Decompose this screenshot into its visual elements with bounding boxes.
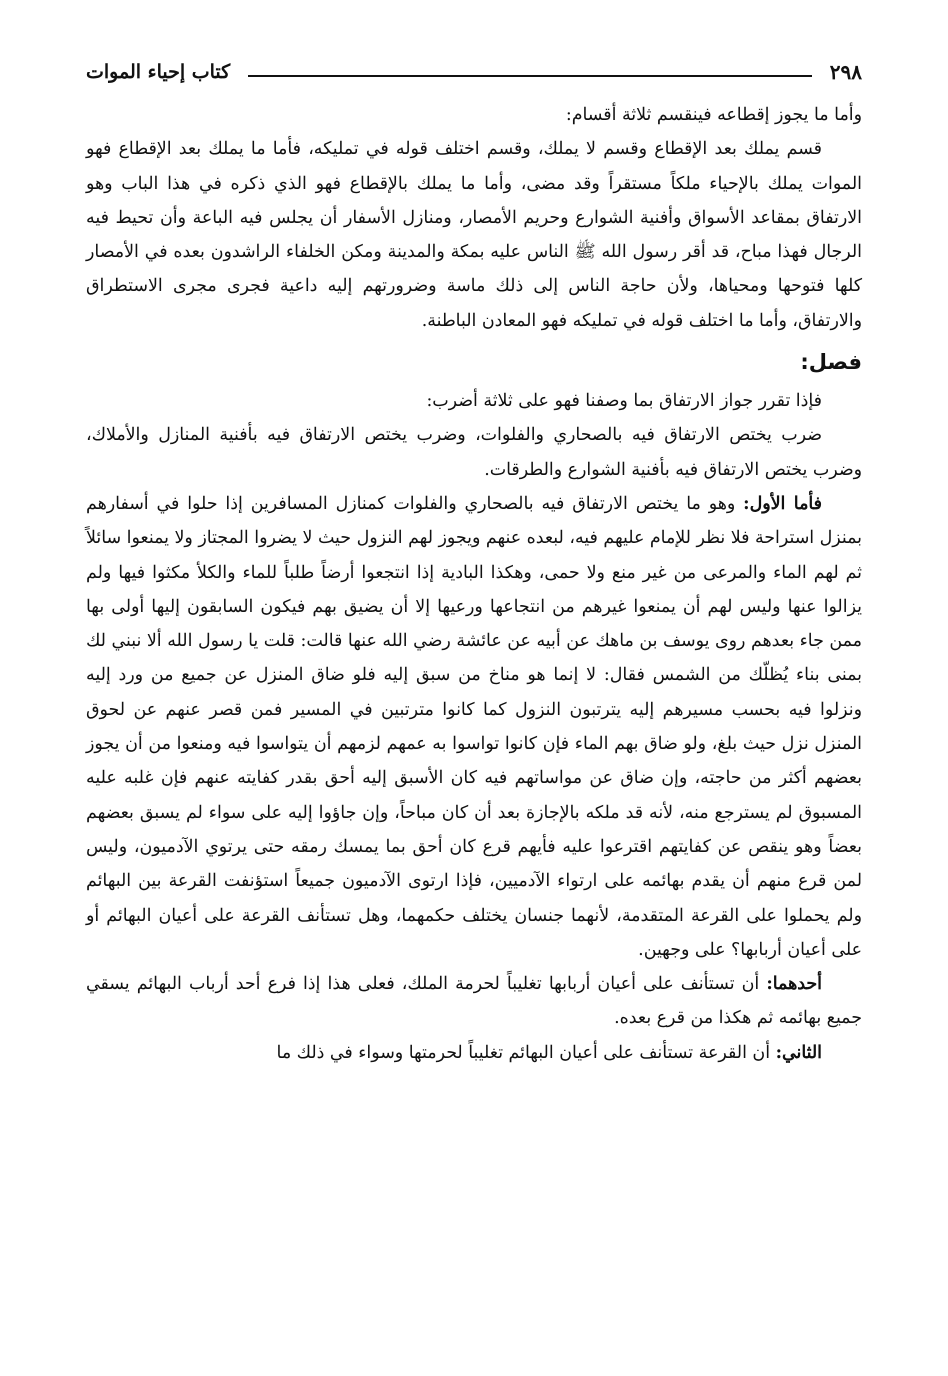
paragraph-divisions: قسم يملك بعد الإقطاع وقسم لا يملك، وقسم اختلف قوله في تمليكه، فأما ما يملك بعد الإقطاع فهو الموات يملك بالإحياء ملكاً مستقراً وقد مضى، وأما ما يملك بالإقطاع فهو الذي ذكره في هذا الباب وهو الارتفاق بمقاعد الأسواق وأفنية الشوارع وحريم الأمصار، ومنازل الأسفار أن يجلس فيه الباعة وأن تحيط فيه الرجال فهذا مباح، قد أقر رسول الله ﷺ الناس عليه بمكة والمدينة ومكن الخلفاء الراشدون بعده في الأمصار كلها فتوحها ومحياها، ولأن حاجة الناس إلى ذلك ماسة وضرورتهم إليه داعية فجرى مجرى الاستطراق والارتفاق، وأما ما اختلف قوله في تمليكه فهو المعادن الباطنة. [86, 139, 862, 331]
paragraph-lead: أحدهما: [766, 974, 822, 995]
header-rule [248, 75, 812, 77]
paragraph-types: ضرب يختص الارتفاق فيه بالصحاري والفلوات، وضرب يختص الارتفاق فيه بأفنية المنازل والأملاك، وضرب يختص الارتفاق فيه بأفنية الشوارع والطرقات. [86, 425, 862, 480]
paragraph-types-intro: فإذا تقرر جواز الارتفاق بما وصفنا فهو على ثلاثة أضرب: [426, 391, 822, 412]
paragraph-text: أن تستأنف على أعيان أربابها تغليباً لحرمة الملك، فعلى هذا إذا فرع أحد أرباب البهائم يسقي جميع بهائمه ثم هكذا من قرع بعده. [86, 974, 862, 1029]
paragraph-second-opinion [86, 1036, 862, 1070]
paragraph-first-opinion [86, 967, 862, 1036]
page-number: ٢٩٨ [829, 60, 862, 84]
paragraph-lead: فأما الأول: [743, 493, 822, 514]
running-head [86, 52, 862, 92]
section-heading: فصل: [800, 350, 862, 375]
paragraph-text: وهو ما يختص الارتفاق فيه بالصحاري والفلوات كمنازل المسافرين إذا حلوا في أسفارهم بمنزل استراحة فلا نظر للإمام عليهم فيه، لبعده عنهم ويجوز لهم النزول حيث لا يضروا المجتاز ولا يمنعوا سائلاً ثم لهم الماء والمرعى من غير منع ولا حمى، وهكذا البادية إذا انتجعوا أرضاً طلباً للماء والكلأ مكثوا فيها ولم يزالوا عنها وليس لهم أن يمنعوا غيرهم من انتجاعها ورعيها إلا أن يضيق بهم فيكون السابقون إليها أولى بها ممن جاء بعدهم روى يوسف بن ماهك عن أبيه عن عائشة رضي الله عنها قالت: قلت يا رسول الله ألا نبني لك بمنى بناء يُظلّك من الشمس فقال: لا إنما هو مناخ من سبق إليه فلو ضاق المنزل عن جميع من ورد إليه ونزلوا فيه بحسب مسيرهم إليه يترتبون النزول كما كانوا مترتبين في المسير فمن قصر عنهم عن لحوق المنزل نزل حيث بلغ، ولو ضاق بهم الماء فإن كانوا تواسوا به عمهم لزمهم أن يتواسوا فيه ومنعوا من أن يجوز بعضهم أكثر من حاجته، وإن ضاق عن مواساتهم فيه كان الأسبق إليه أحق بقدر كفايته عنهم فإن غلبه عليه المسبوق لم يسترجع منه، لأنه قد ملكه بالإجازة بعد أن كان مباحاً، وإن جاؤوا إليه على سواء لم يسبق بعضهم بعضاً وهو ينقص عن كفايتهم اقترعوا عليه فأيهم قرع كان أحق بما يمسك رمقه حتى يرتوي الآدميون، وليس لمن قرع منهم أن يقدم بهائمه على ارتواء الآدميين، فإذا ارتوى الآدميون جميعاً استؤنفت القرعة بين البهائم ولم يحملوا على القرعة المتقدمة، لأنهما جنسان يختلف حكمهما، وهل تستأنف القرعة على أعيان البهائم أو على أعيان أربابها؟ على وجهين. [86, 493, 862, 960]
paragraph-lead: الثاني: [775, 1042, 822, 1063]
paragraph-intro: وأما ما يجوز إقطاعه فينقسم ثلاثة أقسام: [565, 105, 862, 125]
paragraph-text: أن القرعة تستأنف على أعيان البهائم تغليباً لحرمتها وسواء في ذلك ما [276, 1042, 776, 1063]
paragraph-first-type [86, 487, 862, 967]
book-title: كتاب إحياء الموات [86, 61, 231, 83]
body-text [86, 98, 862, 1070]
